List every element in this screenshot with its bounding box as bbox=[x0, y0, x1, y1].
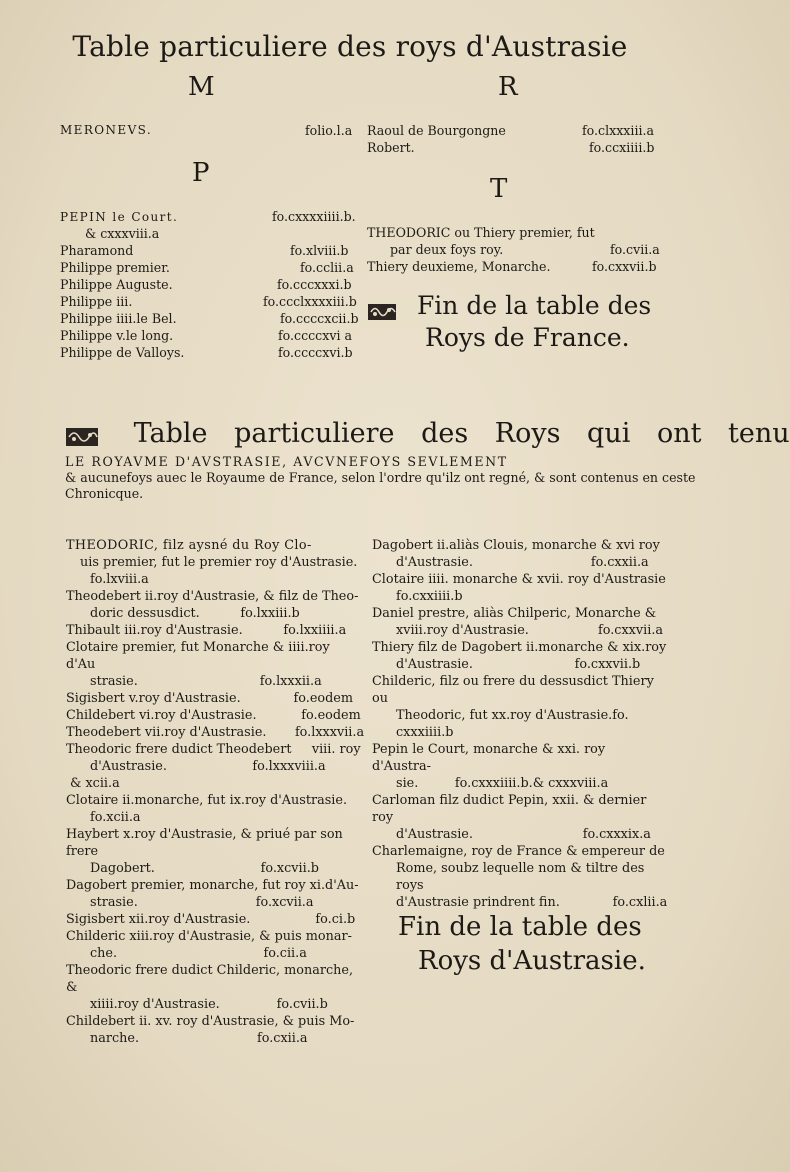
list-item-line: Charlemaigne, roy de France & empereur de bbox=[372, 844, 665, 859]
section-letter-p: P bbox=[192, 158, 210, 188]
austrasie-list-right bbox=[372, 537, 668, 911]
entry-name: Philippe de Valloys. bbox=[60, 345, 185, 360]
entry-name: Raoul de Bourgongne bbox=[367, 123, 506, 138]
list-item bbox=[372, 741, 668, 792]
list-item-line: d'Austrasie. fo.cxxvii.b bbox=[396, 657, 641, 672]
entry-folio: folio.l.a bbox=[305, 123, 353, 138]
list-item-line: Childeric, filz ou frere du dessusdict Thiery ou bbox=[372, 674, 654, 706]
list-item-line: Theodebert vii.roy d'Austrasie. fo.lxxxvii.a bbox=[66, 725, 365, 740]
section-letter-m: M bbox=[188, 72, 215, 102]
austrasie-list-left bbox=[66, 537, 365, 1047]
list-item bbox=[66, 537, 362, 588]
list-item-line: Clotaire iiii. monarche & xvii. roy d'Austrasie bbox=[372, 572, 666, 587]
list-item bbox=[372, 843, 668, 911]
list-item bbox=[66, 928, 362, 962]
fin-france-line: Fin de la table des bbox=[416, 291, 652, 320]
entry-folio: fo.ccxiiii.b bbox=[589, 140, 655, 155]
list-item-line: Rome, soubz lequelle nom & tiltre des roys bbox=[396, 861, 645, 893]
list-item-line: Dagobert premier, monarche, fut roy xi.d'Au- bbox=[66, 878, 359, 893]
fin-austrasie bbox=[398, 910, 646, 978]
entry-name: THEODORIC ou Thiery premier, fut bbox=[367, 225, 595, 240]
index-entry bbox=[60, 122, 360, 139]
index-list-r bbox=[367, 122, 667, 156]
list-item-line: Childeric xiii.roy d'Austrasie, & puis monar- bbox=[66, 929, 352, 944]
entry-folio: fo.clxxxiii.a bbox=[582, 123, 655, 138]
list-item-line: Childebert ii. xv. roy d'Austrasie, & puis Mo- bbox=[66, 1014, 355, 1029]
entry-name: Philippe Auguste. bbox=[60, 277, 173, 292]
second-subtext-line: Chronicque. bbox=[65, 486, 144, 501]
list-item-line: & xcii.a bbox=[70, 776, 120, 791]
index-list-t bbox=[367, 224, 667, 275]
list-item-line: Childebert vi.roy d'Austrasie. fo.eodem bbox=[66, 708, 361, 723]
index-list-p bbox=[60, 208, 360, 361]
list-item-line: d'Austrasie. fo.cxxii.a bbox=[396, 555, 649, 570]
section-letter-r: R bbox=[498, 72, 518, 102]
entry-name: Philippe premier. bbox=[60, 260, 170, 275]
entry-folio: fo.ccccxcii.b bbox=[280, 311, 359, 326]
list-item-line: d'Austrasie. fo.lxxxviii.a bbox=[90, 759, 326, 774]
list-item-line: strasie. fo.xcvii.a bbox=[90, 895, 314, 910]
entry-name: Philippe v.le long. bbox=[60, 328, 174, 343]
index-list-m bbox=[60, 122, 360, 139]
list-item bbox=[372, 673, 668, 741]
list-item-line: Theodebert ii.roy d'Austrasie, & filz de Theo- bbox=[66, 589, 359, 604]
list-item bbox=[372, 639, 668, 673]
entry-name: Philippe iiii.le Bel. bbox=[60, 311, 177, 326]
list-item-line: Theodoric frere dudict Theodebert viii. roy bbox=[66, 742, 361, 757]
list-item-line: Carloman filz dudict Pepin, xxii. & dernier roy bbox=[372, 793, 647, 825]
list-item-line: Thibault iii.roy d'Austrasie. fo.lxxiiii.a bbox=[66, 623, 347, 638]
entry-name: Thiery deuxieme, Monarche. bbox=[367, 259, 551, 274]
list-item-line: fo.cxxiiii.b bbox=[396, 589, 463, 604]
list-item-line: xiiii.roy d'Austrasie. fo.cvii.b bbox=[90, 997, 328, 1012]
list-item bbox=[66, 877, 362, 911]
second-subline: LE ROYAVME D'AVSTRASIE, AVCVNEFOYS SEVLEMENT bbox=[65, 454, 508, 469]
entry-folio: fo.cxxxxiiii.b. bbox=[272, 209, 356, 224]
list-item bbox=[66, 792, 362, 826]
entry-folio: fo.ccccxvi a bbox=[278, 328, 352, 343]
entry-name: PEPIN le Court. bbox=[60, 210, 179, 224]
entry-name: Philippe iii. bbox=[60, 294, 133, 309]
entry-folio: fo.xlviii.b bbox=[290, 243, 349, 258]
list-item-line: fo.lxviii.a bbox=[90, 572, 149, 587]
list-item bbox=[66, 826, 362, 877]
list-item bbox=[66, 911, 362, 928]
list-item-line: sie. fo.cxxxiiii.b.& cxxxviii.a bbox=[396, 776, 609, 791]
entry-name: & cxxxviii.a bbox=[85, 226, 160, 241]
list-item-line: Theodoric, fut xx.roy d'Austrasie.fo. bbox=[396, 708, 629, 723]
list-item-line: Dagobert. fo.xcvii.b bbox=[90, 861, 319, 876]
list-item bbox=[66, 1013, 362, 1047]
list-item-line: xviii.roy d'Austrasie. fo.cxxvii.a bbox=[396, 623, 664, 638]
entry-name: Pharamond bbox=[60, 243, 134, 258]
list-item bbox=[372, 537, 668, 571]
list-item-line: doric dessusdict. fo.lxxiii.b bbox=[90, 606, 300, 621]
fin-austrasie-line: Fin de la table des bbox=[398, 912, 642, 942]
second-title-row bbox=[65, 418, 790, 449]
list-item-line: uis premier, fut le premier roy d'Austrasie. bbox=[80, 555, 358, 570]
fleuron-icon bbox=[65, 424, 99, 446]
list-item-line: Sigisbert v.roy d'Austrasie. fo.eodem bbox=[66, 691, 353, 706]
entry-name: par deux foys roy. bbox=[390, 242, 504, 257]
entry-folio: fo.ccccxvi.b bbox=[278, 345, 353, 360]
list-item bbox=[66, 962, 362, 1013]
page-title: Table particuliere des roys d'Austrasie bbox=[72, 30, 628, 63]
list-item-line: Daniel prestre, aliàs Chilperic, Monarche & bbox=[372, 606, 657, 621]
list-item-line: Haybert x.roy d'Austrasie, & priué par son frere bbox=[66, 827, 343, 859]
list-item bbox=[66, 622, 362, 639]
entry-folio: fo.cccxxxi.b bbox=[277, 277, 352, 292]
fleuron-icon bbox=[367, 298, 397, 318]
list-item bbox=[372, 571, 668, 605]
fin-france bbox=[367, 290, 651, 354]
list-item-line: Theodoric frere dudict Childeric, monarche, & bbox=[66, 963, 354, 995]
list-item bbox=[372, 605, 668, 639]
list-item-line: narche. fo.cxii.a bbox=[90, 1031, 308, 1046]
list-item-line: Clotaire ii.monarche, fut ix.roy d'Austrasie. bbox=[66, 793, 348, 808]
list-item bbox=[66, 724, 365, 741]
list-item-line: THEODORIC, filz aysné du Roy Clo- bbox=[66, 538, 312, 553]
list-item bbox=[66, 741, 362, 792]
second-title: Table particuliere des Roys qui ont tenu bbox=[133, 418, 790, 449]
entry-name: Robert. bbox=[367, 140, 415, 155]
list-item-line: d'Austrasie prindrent fin. fo.cxlii.a bbox=[396, 895, 668, 910]
list-item-line: Thiery filz de Dagobert ii.monarche & xix.roy bbox=[372, 640, 667, 655]
list-item-line: d'Austrasie. fo.cxxxix.a bbox=[396, 827, 651, 842]
fin-france-line: Roys de France. bbox=[425, 323, 630, 352]
list-item-line: Dagobert ii.aliàs Clouis, monarche & xvi roy bbox=[372, 538, 660, 553]
list-item-line: strasie. fo.lxxxii.a bbox=[90, 674, 322, 689]
list-item bbox=[66, 690, 362, 707]
list-item-line: che. fo.cii.a bbox=[90, 946, 307, 961]
list-item-line: Clotaire premier, fut Monarche & iiii.roy d'Au bbox=[66, 640, 330, 672]
list-item-line: Sigisbert xii.roy d'Austrasie. fo.ci.b bbox=[66, 912, 356, 927]
list-item-line: Pepin le Court, monarche & xxi. roy d'Austra- bbox=[372, 742, 606, 774]
list-item bbox=[66, 588, 362, 622]
list-item-line: fo.xcii.a bbox=[90, 810, 141, 825]
entry-name: MERONEVS. bbox=[60, 123, 153, 137]
entry-folio: fo.cvii.a bbox=[610, 242, 660, 257]
fin-austrasie-line: Roys d'Austrasie. bbox=[418, 946, 646, 976]
section-letter-t: T bbox=[490, 174, 508, 204]
entry-folio: fo.cxxvii.b bbox=[592, 259, 657, 274]
list-item bbox=[66, 639, 362, 690]
entry-folio: fo.cclii.a bbox=[300, 260, 354, 275]
second-subtext-line: & aucunefoys auec le Royaume de France, selon l'ordre qu'ilz ont regné, & sont contenus en ceste bbox=[65, 470, 696, 485]
list-item bbox=[66, 707, 362, 724]
list-item bbox=[372, 792, 668, 843]
list-item-line: cxxxiiii.b bbox=[396, 725, 454, 740]
entry-folio: fo.ccclxxxxiii.b bbox=[263, 294, 357, 309]
